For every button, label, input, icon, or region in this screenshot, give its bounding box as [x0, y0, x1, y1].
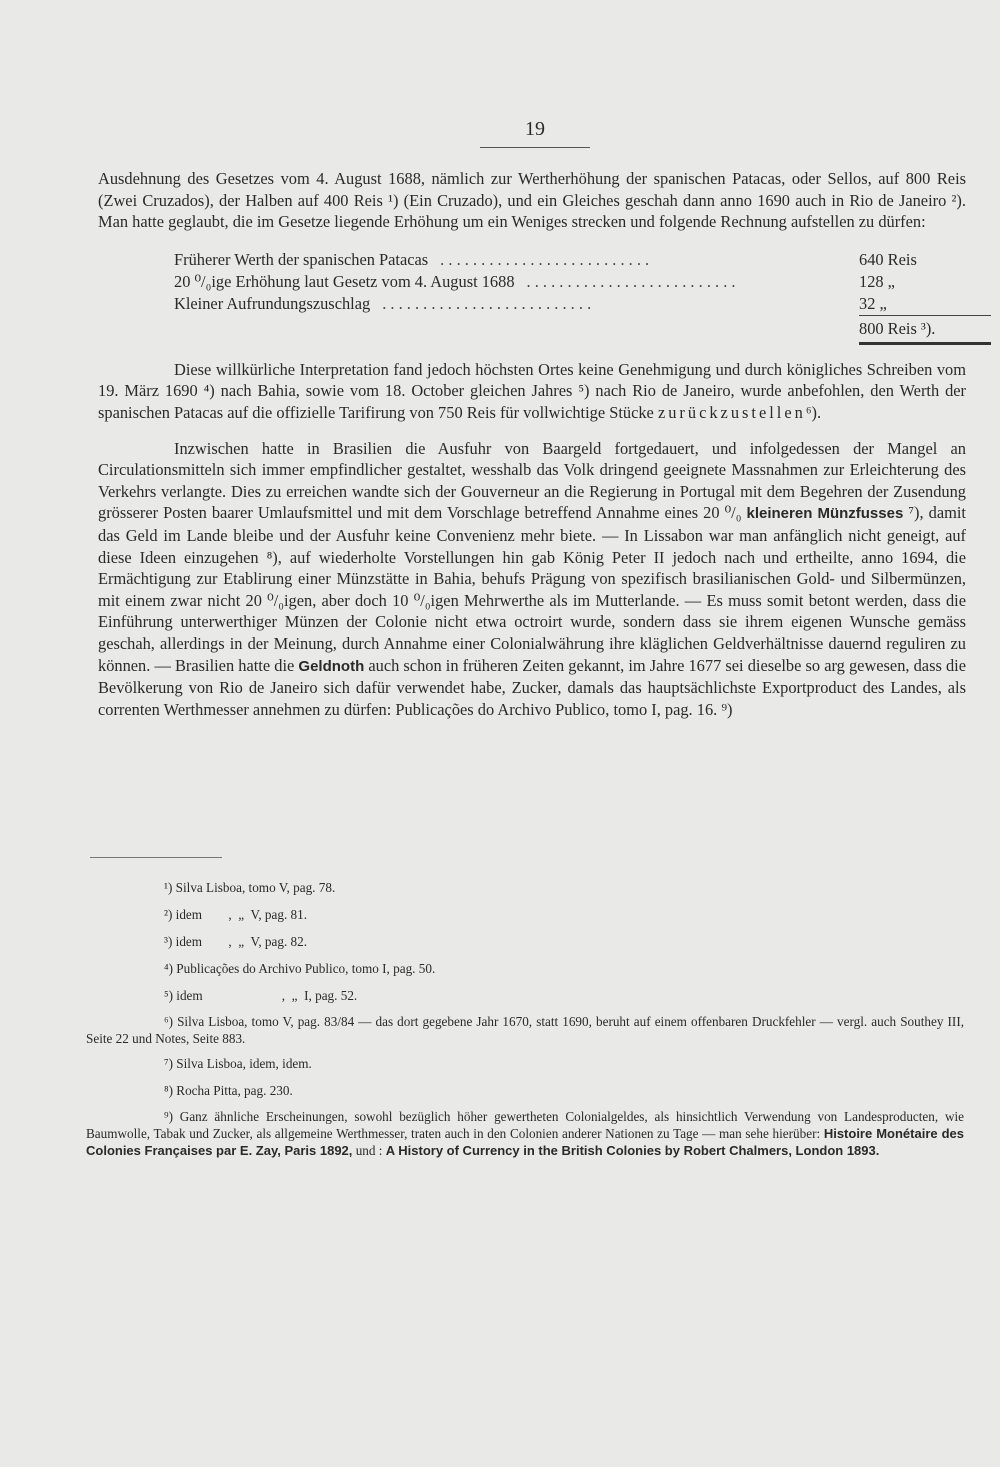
footnote-2: ²) idem , „ V, pag. 81. [164, 907, 308, 922]
bold-phrase: Geldnoth [298, 657, 365, 675]
calc-label: 20 ⁰/₀ige Erhöhung laut Gesetz vom 4. August 1688 [174, 272, 515, 292]
paragraph-1: Ausdehnung des Gesetzes vom 4. August 1688, nämlich zur Wertherhöhung der spanischen Patacas, oder Sellos, auf 800 Reis (Zwei Cruzados), der Halben auf 400 Reis ¹) (Ein Cruzado), und ein Gleiches geschah dann anno 1690 auch in Rio de Janeiro ²). Man hatte geglaubt, die im Gesetze liegende Erhöhung um ein Weniges strecken und folgende Rechnung aufstellen zu dürfen: [98, 169, 966, 232]
calc-value: 128 „ [859, 272, 895, 292]
footnote-8: ⁸) Rocha Pitta, pag. 230. [164, 1083, 293, 1098]
footnote-3: ³) idem , „ V, pag. 82. [164, 934, 308, 949]
footnote-4: ⁴) Publicações do Archivo Publico, tomo I, pag. 50. [164, 961, 436, 976]
spaced-word: zurückzustellen [657, 402, 806, 422]
calc-row [174, 249, 969, 271]
footnote-1: ¹) Silva Lisboa, tomo V, pag. 78. [164, 880, 336, 895]
paragraph-3: Inzwischen hatte in Brasilien die Ausfuhr von Baargeld fortgedauert, und infolgedessen der Mangel an Circulationsmitteln sich immer empfindlicher gestaltet, wesshalb das Volk dringend geeignete Massnahmen zur Erleichterung des Verkehrs verlangte. Dies zu erreichen wandte sich der Gouverneur an die Regierung in Portugal mit dem Begehren der Zusendung grösserer Posten baarer Umlaufsmittel und mit dem Vorschlage betreffend Annahme eines 20 ⁰/₀ kleineren Münzfusses ⁷), damit das Geld im Lande bleibe und der Ausfuhr keine Convenienz mehr biete. — In Lissabon war man anfänglich nicht geneigt, auf diese Ideen einzugehen ⁸), auf wiederholte Vorstellungen hin gab König Peter II jedoch nach und ertheilte, anno 1694, die Ermächtigung zur Etablirung einer Münzstätte in Bahia, behufs Prägung von spezifisch brasilianischen Gold- und Silbermünzen, mit einem zwar nicht 20 ⁰/₀igen, aber doch 10 ⁰/₀igen Mehrwerthe als im Mutterlande. — Es muss somit betont werden, dass die Einführung unterwerthiger Münzen der Colonie nicht etwa octroirt wurde, sondern dass sie ihrem eigenen Wunsche gemäss geschah, allerdings in der Meinung, durch Annahme einer Colonialwährung ihre kläglichen Geldverhältnisse dauernd reguliren zu können. — Brasilien hatte die Geldnoth auch schon in früheren Zeiten gekannt, im Jahre 1677 sei dieselbe so arg gewesen, dass die Bevölkerung von Rio de Janeiro sich dafür verwendet habe, Zucker, damals das hauptsächlichste Exportproduct des Landes, als correnten Werthmesser annehmen zu dürfen: Publicações do Archivo Publico, tomo I, pag. 16. ⁹) [98, 438, 966, 719]
footnote-rule [90, 857, 222, 858]
main-text [98, 168, 966, 720]
bold-phrase: kleineren Münzfusses [746, 505, 904, 523]
paragraph-2: Diese willkürliche Interpretation fand jedoch höchsten Ortes keine Genehmigung und durch königliches Schreiben vom 19. März 1690 ⁴) nach Bahia, sowie vom 18. October gleichen Jahres ⁵) nach Rio de Janeiro, wurde anbefohlen, den Werth der spanischen Patacas auf die offizielle Tarifirung von 750 Reis für vollwichtige Stücke zurückzustellen⁶). [98, 359, 966, 422]
calc-label: Früherer Werth der spanischen Patacas [174, 250, 429, 270]
calc-total: 800 Reis ³). [859, 315, 991, 340]
calc-value: 32 „ [859, 294, 887, 314]
footnotes [86, 878, 964, 1166]
footnote-9: ⁹) Ganz ähnliche Erscheinungen, sowohl bezüglich höher gewertheten Colonialgeldes, als hinsichtlich Verwendung von Landesproducten, wie Baumwolle, Tabak und Zucker, als allgemeine Werthmesser, traten auch in den Colonien anderer Nationen zu Tage — man sehe hierüber: Histoire Monétaire des Colonies Françaises par E. Zay, Paris 1892, und : A History of Currency in the British Colonies by Robert Chalmers, London 1893. [86, 1109, 964, 1158]
page-number: 19 [480, 118, 590, 148]
leader-dots: . . . . . . . . . . . . . . . . . . . . . . . . . . [382, 294, 592, 314]
calc-row [174, 271, 969, 293]
calculation-table [174, 249, 969, 345]
calc-row [174, 293, 969, 315]
bold-citation: Histoire Monétaire des Colonies Françaises par E. Zay, Paris 1892, [86, 1126, 964, 1158]
footnote-5: ⁵) idem , „ I, pag. 52. [164, 988, 358, 1003]
leader-dots: . . . . . . . . . . . . . . . . . . . . . . . . . . [440, 250, 650, 270]
calc-value: 640 Reis [859, 250, 917, 270]
calc-label: Kleiner Aufrundungszuschlag [174, 294, 371, 314]
bold-citation: A History of Currency in the British Colonies by Robert Chalmers, London 1893. [385, 1143, 880, 1158]
footnote-7: ⁷) Silva Lisboa, idem, idem. [164, 1056, 312, 1071]
footnote-6: ⁶) Silva Lisboa, tomo V, pag. 83/84 — das dort gegebene Jahr 1670, statt 1690, beruht auf einem offenbaren Druckfehler — vergl. auch Southey III, Seite 22 und Notes, Seite 883. [86, 1014, 965, 1046]
leader-dots: . . . . . . . . . . . . . . . . . . . . . . . . . . [526, 272, 736, 292]
